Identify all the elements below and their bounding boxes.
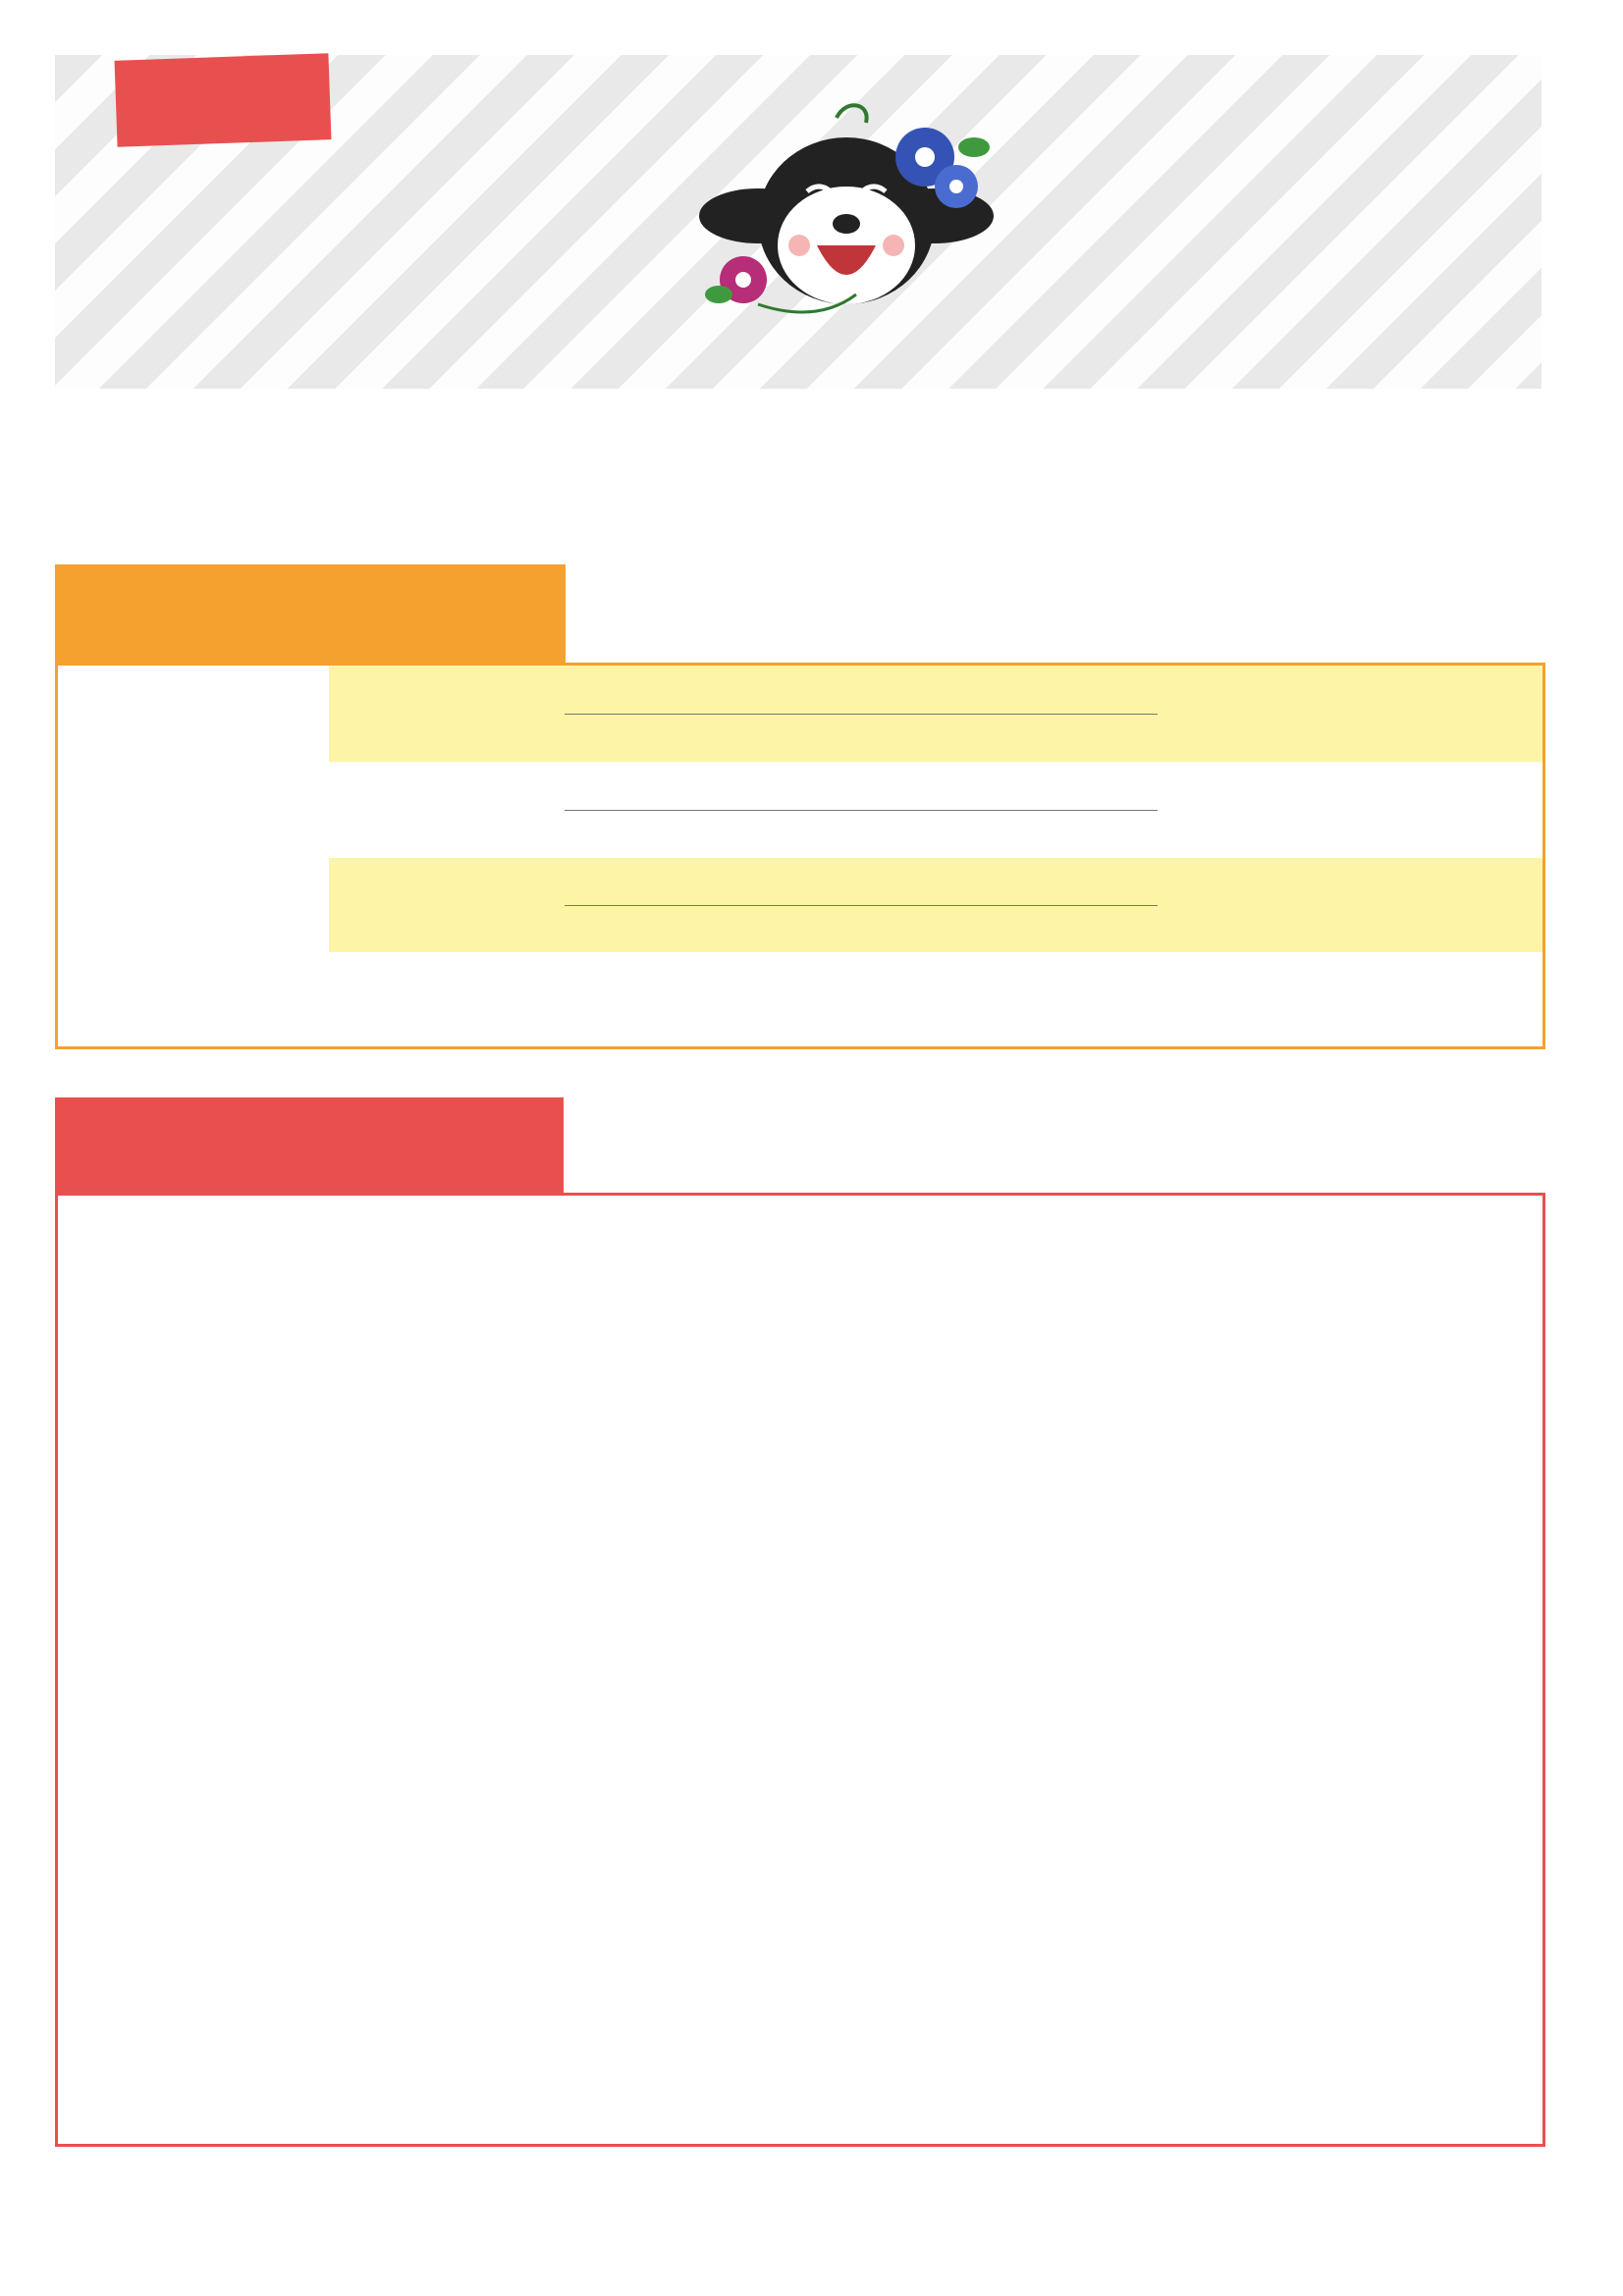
qr-code[interactable] [430, 412, 542, 524]
row-name-18month [329, 762, 545, 858]
row-name-3year [329, 858, 545, 952]
row-name-7month [329, 666, 545, 762]
mascot-dog-illustration [699, 98, 994, 324]
year-tag [115, 53, 332, 147]
health-section-title [55, 564, 566, 663]
checkup-desc [1001, 762, 1536, 858]
weaning-time [669, 952, 836, 1046]
kids-table [55, 1193, 1545, 2147]
weaning-date [561, 952, 678, 1046]
kids-section-title [55, 1097, 564, 1196]
weaning-class-name [329, 952, 545, 1046]
center-info [58, 764, 329, 950]
weaning-desc [1001, 952, 1536, 1046]
weaning-born [824, 952, 1020, 1046]
health-table [55, 663, 1545, 1049]
checkup-desc [1001, 666, 1536, 762]
checkup-desc [1001, 858, 1536, 952]
issuer-line [98, 334, 216, 357]
